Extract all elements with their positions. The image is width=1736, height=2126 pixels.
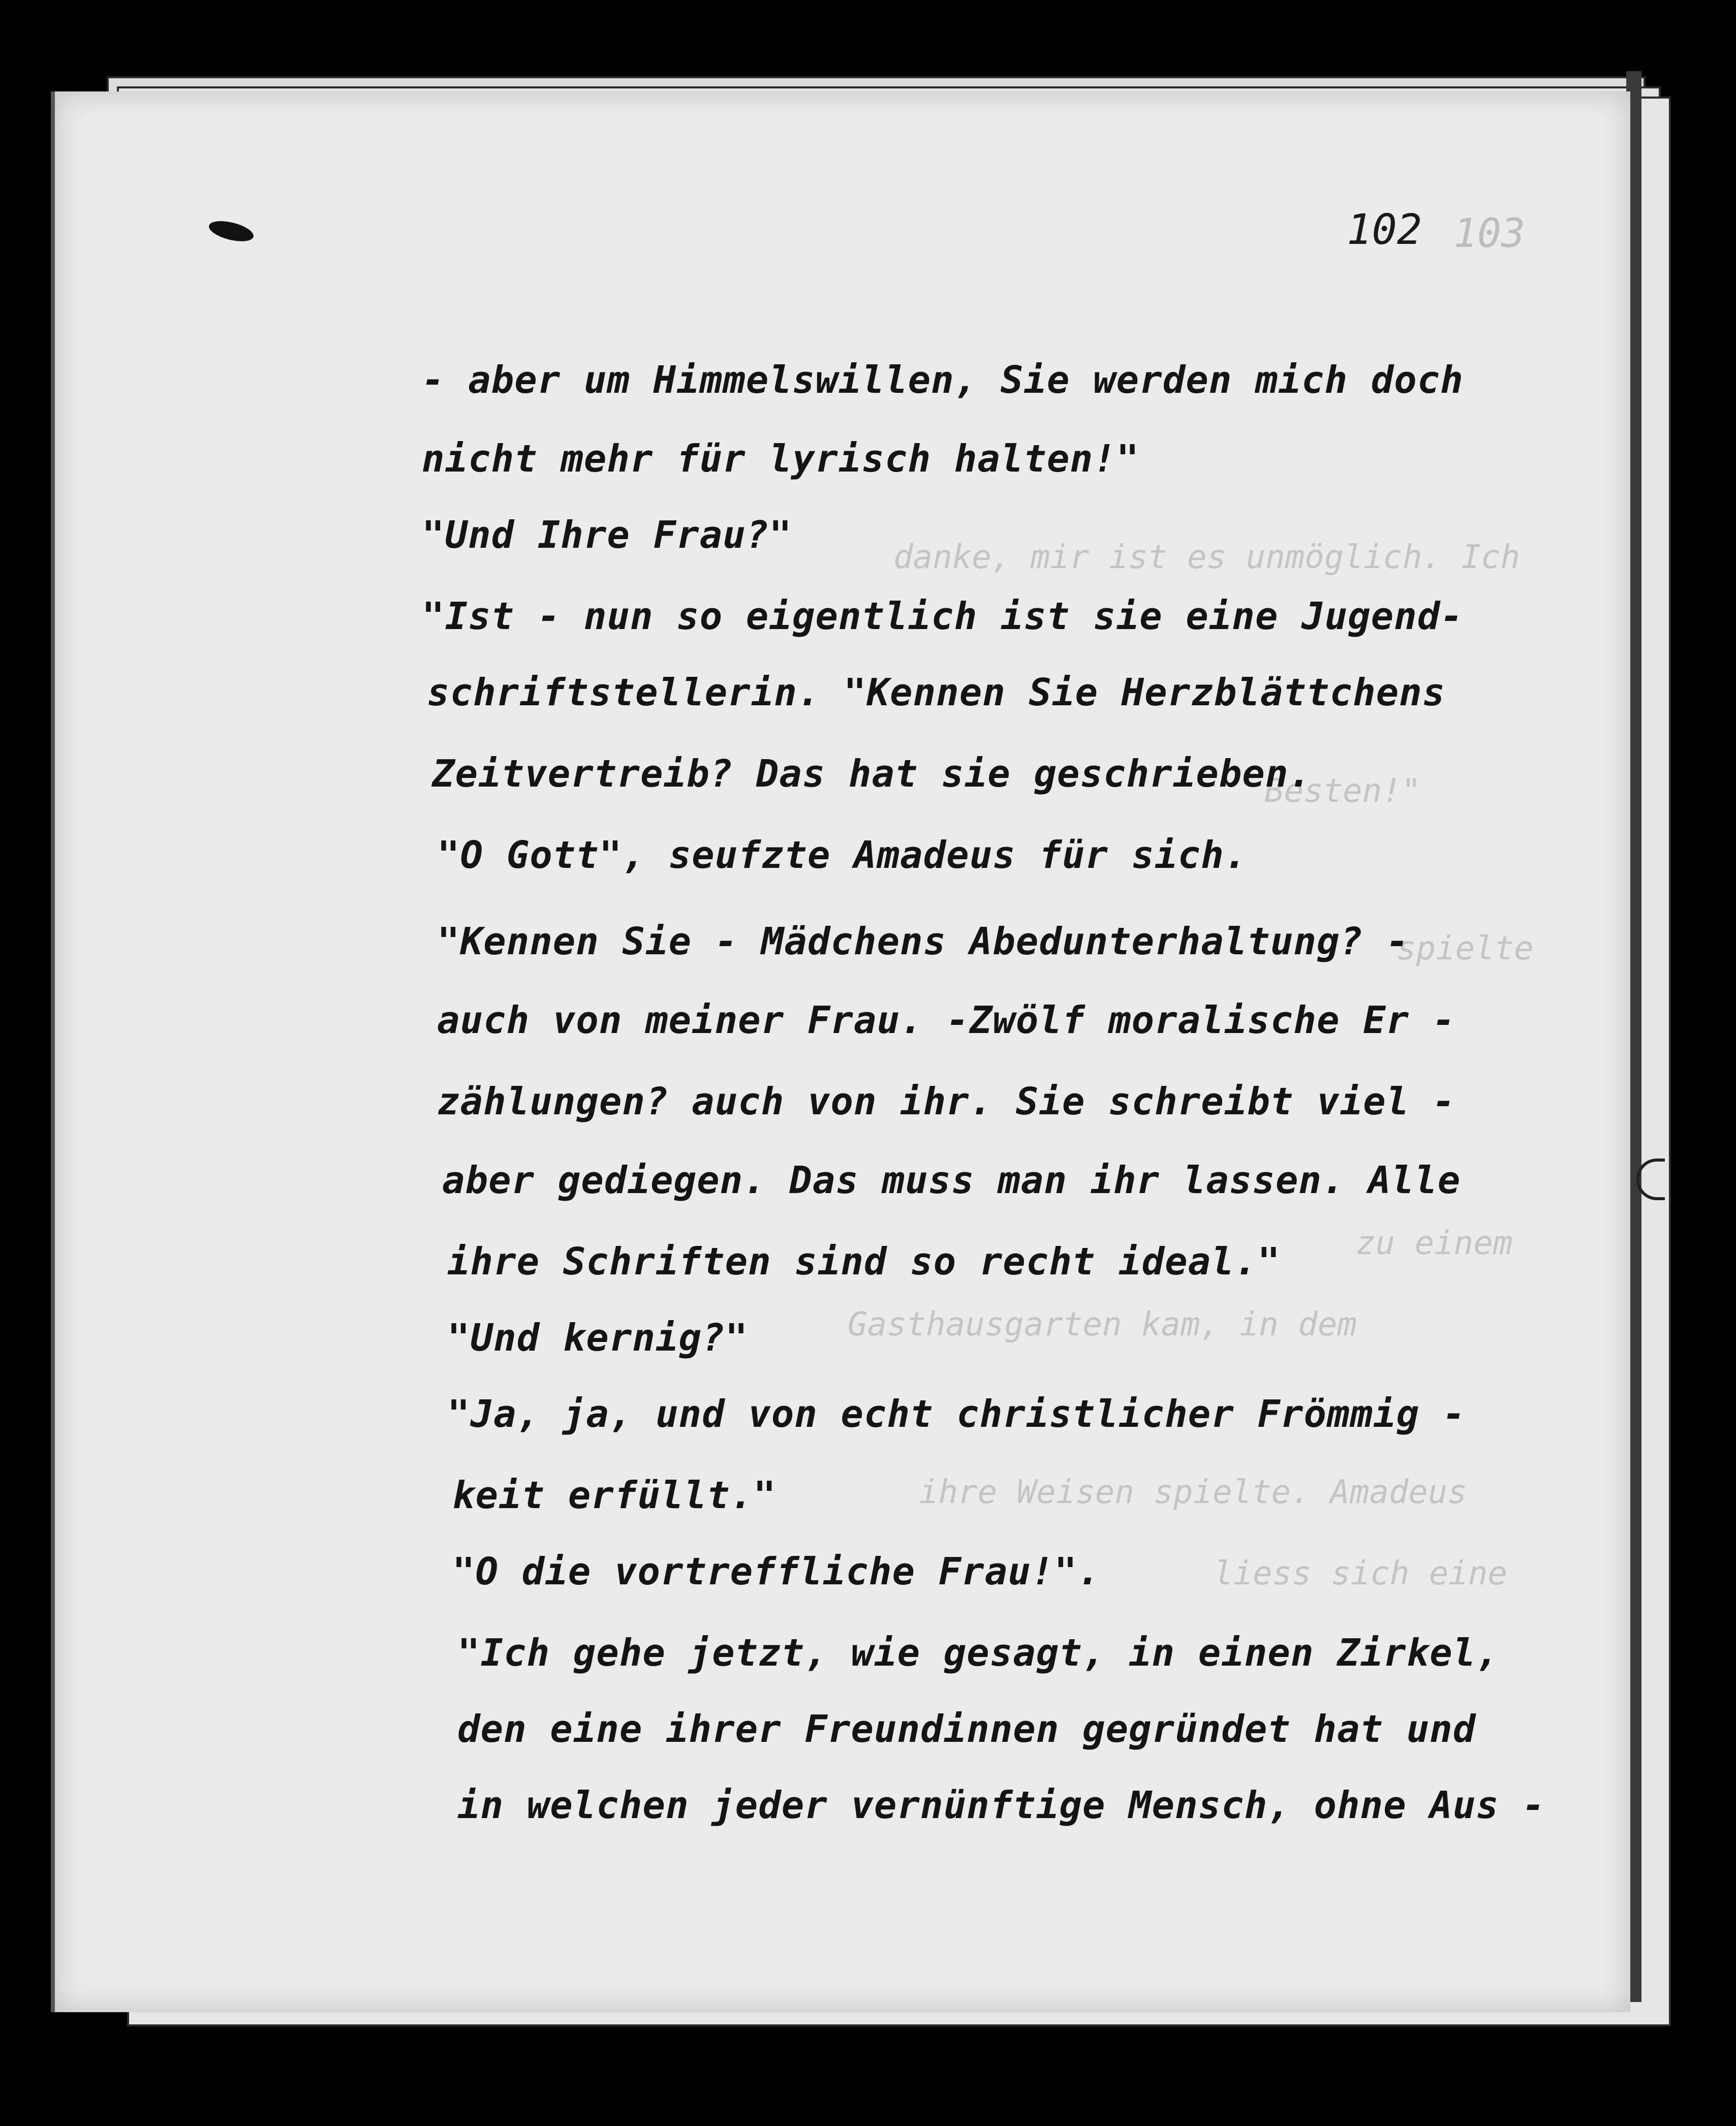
text-line: aber gediegen. Das muss man ihr lassen. Alle — [442, 1159, 1461, 1202]
text-line: "Und kernig?" — [447, 1316, 749, 1360]
bleed-through-text: danke, mir ist es unmöglich. Ich — [893, 539, 1520, 576]
text-line: schriftstellerin. "Kennen Sie Herzblättchens — [427, 671, 1446, 714]
text-line: ihre Schriften sind so recht ideal." — [447, 1240, 1281, 1284]
bleed-through-text: Besten!" — [1264, 772, 1421, 810]
text-line: den eine ihrer Freundinnen gegründet hat und — [457, 1707, 1476, 1751]
text-line: nicht mehr für lyrisch halten!" — [422, 437, 1140, 481]
page-number: 102 — [1347, 206, 1422, 254]
text-line: keit erfüllt." — [452, 1474, 777, 1517]
bleed-through-text: liess sich eine — [1214, 1555, 1507, 1592]
text-line: auch von meiner Frau. -Zwölf moralische Er - — [437, 998, 1456, 1042]
bleed-through-text: Gasthausgarten kam, in dem — [848, 1306, 1357, 1343]
text-line: zählungen? auch von ihr. Sie schreibt viel - — [437, 1080, 1456, 1123]
bleed-through-text: zu einem — [1356, 1225, 1513, 1262]
text-line: Zeitvertreib? Das hat sie geschrieben. — [432, 752, 1312, 796]
text-line: - aber um Himmelswillen, Sie werden mich doch — [422, 358, 1464, 402]
text-line: "Ja, ja, und von echt christlicher Frömmig - — [447, 1392, 1466, 1436]
ghost-page-number: 103 — [1453, 211, 1525, 257]
text-line: "O die vortreffliche Frau!". — [452, 1550, 1101, 1593]
text-line: "Kennen Sie - Mädchens Abedunterhaltung? - — [437, 920, 1410, 963]
bleed-through-text: spielte — [1397, 930, 1534, 967]
bleed-through-text: ihre Weisen spielte. Amadeus — [919, 1474, 1467, 1511]
text-line: "Und Ihre Frau?" — [422, 513, 792, 557]
text-line: "O Gott", seufzte Amadeus für sich. — [437, 833, 1248, 877]
text-line: in welchen jeder vernünftige Mensch, ohne Aus - — [457, 1784, 1545, 1827]
text-line: "Ist - nun so eigentlich ist sie eine Jugend- — [422, 595, 1464, 638]
text-line: "Ich gehe jetzt, wie gesagt, in einen Zirkel, — [457, 1631, 1499, 1675]
